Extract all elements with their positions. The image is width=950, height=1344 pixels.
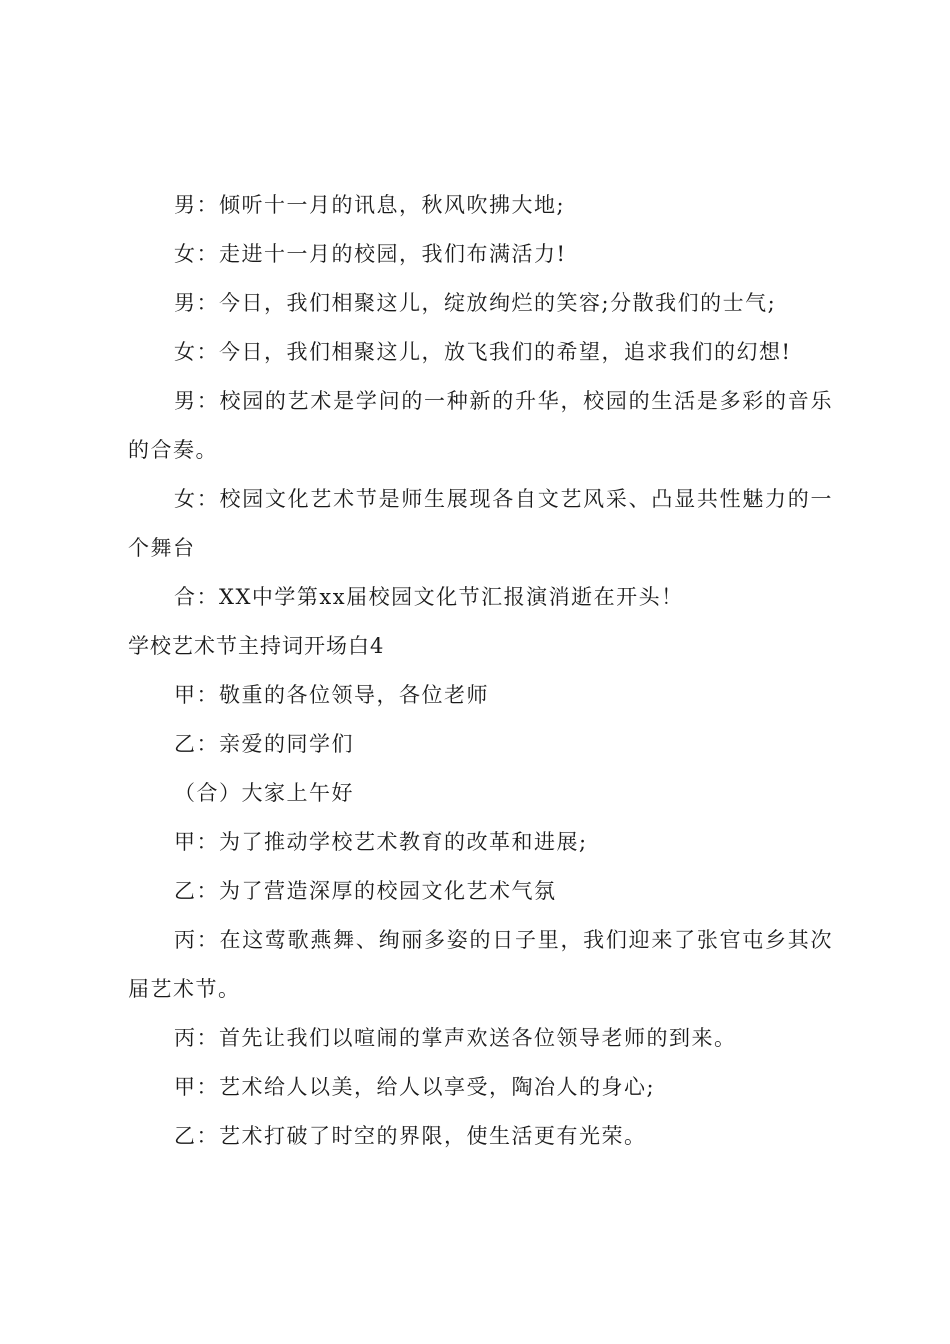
paragraph-9: 乙：亲爱的同学们 <box>174 732 354 756</box>
paragraph-2: 女：走进十一月的校园，我们布满活力! <box>174 242 567 266</box>
paragraph-16: 乙：艺术打破了时空的界限，使生活更有光荣。 <box>174 1124 647 1148</box>
paragraph-7: 合：XX中学第xx届校园文化节汇报演消逝在开头！ <box>174 585 684 609</box>
paragraph-8: 甲：敬重的各位领导，各位老师 <box>174 683 489 707</box>
paragraph-14: 丙：首先让我们以喧闹的掌声欢送各位领导老师的到来。 <box>174 1026 737 1050</box>
section-heading: 学校艺术节主持词开场白4 <box>128 634 385 658</box>
paragraph-11: 甲：为了推动学校艺术教育的改革和进展; <box>174 830 588 854</box>
paragraph-12: 乙：为了营造深厚的校园文化艺术气氛 <box>174 879 557 903</box>
paragraph-1: 男：倾听十一月的讯息，秋风吹拂大地; <box>174 193 566 217</box>
paragraph-13: 丙：在这莺歌燕舞、绚丽多姿的日子里，我们迎来了张官屯乡其次届艺术节。 <box>128 928 833 1001</box>
paragraph-4: 女：今日，我们相聚这儿，放飞我们的希望，追求我们的幻想! <box>174 340 792 364</box>
paragraph-10: （合）大家上午好 <box>174 781 354 805</box>
document-page <box>128 181 833 1161</box>
paragraph-6: 女：校园文化艺术节是师生展现各自文艺风采、凸显共性魅力的一个舞台 <box>128 487 833 560</box>
paragraph-15: 甲：艺术给人以美，给人以享受，陶冶人的身心; <box>174 1075 656 1099</box>
paragraph-5: 男：校园的艺术是学问的一种新的升华，校园的生活是多彩的音乐的合奏。 <box>128 389 833 462</box>
paragraph-3: 男：今日，我们相聚这儿，绽放绚烂的笑容;分散我们的士气; <box>174 291 777 315</box>
